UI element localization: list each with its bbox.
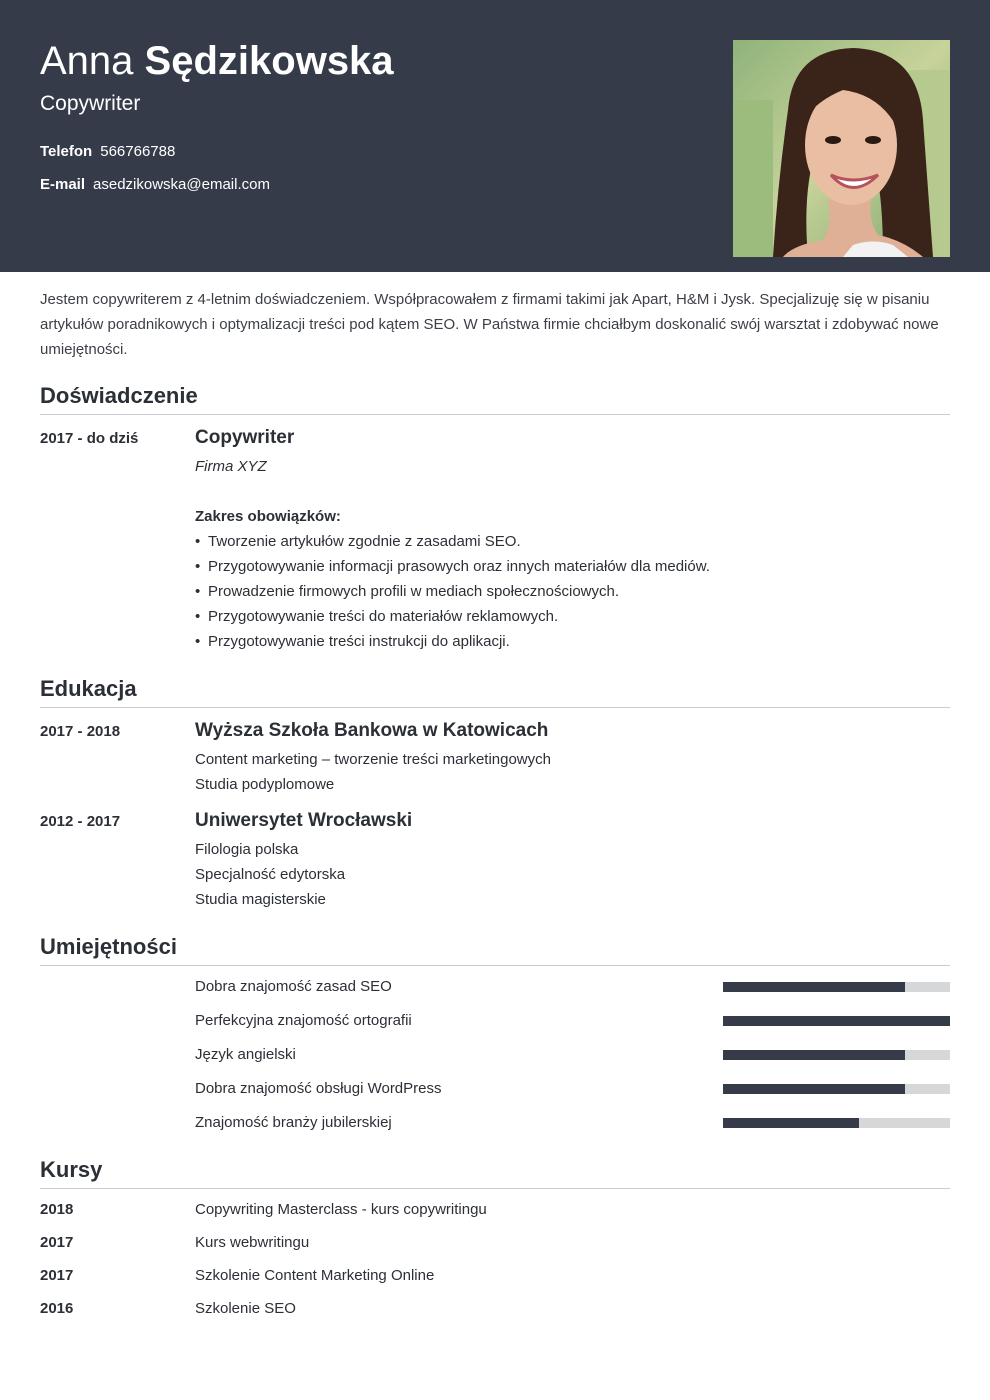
education-line: Studia podyplomowe xyxy=(195,776,335,793)
skill-level-bar xyxy=(723,1084,950,1094)
section-title-skills: Umiejętności xyxy=(40,933,950,966)
duties-label: Zakres obowiązków: xyxy=(195,508,341,525)
job-title: Copywriter xyxy=(40,92,141,115)
course-name: Szkolenie Content Marketing Online xyxy=(195,1267,435,1284)
skill-level-fill xyxy=(723,982,905,992)
phone-label: Telefon xyxy=(40,143,93,160)
experience-company: Firma XYZ xyxy=(195,458,267,475)
course-year: 2018 xyxy=(40,1201,74,1218)
experience-entry xyxy=(195,426,950,654)
skill-name: Dobra znajomość zasad SEO xyxy=(195,978,392,995)
phone-row xyxy=(40,142,175,162)
skill-level-bar xyxy=(723,1050,950,1060)
section-title-experience: Doświadczenie xyxy=(40,382,950,415)
duty-item: • Przygotowywanie informacji prasowych oraz innych materiałów dla mediów. xyxy=(195,554,950,579)
education-line: Studia magisterskie xyxy=(195,891,326,908)
section-title-courses: Kursy xyxy=(40,1156,950,1189)
profile-photo xyxy=(733,40,950,257)
skill-level-bar xyxy=(723,1118,950,1128)
education-school: Uniwersytet Wrocławski xyxy=(195,810,413,831)
skill-level-fill xyxy=(723,1050,905,1060)
skill-level-fill xyxy=(723,1118,859,1128)
skill-name: Dobra znajomość obsługi WordPress xyxy=(195,1080,442,1097)
course-year: 2016 xyxy=(40,1300,74,1317)
course-year: 2017 xyxy=(40,1234,74,1251)
duty-item: • Przygotowywanie treści instrukcji do aplikacji. xyxy=(195,629,950,654)
education-school: Wyższa Szkoła Bankowa w Katowicach xyxy=(195,720,549,741)
experience-dates: 2017 - do dziś xyxy=(40,430,139,447)
education-entry xyxy=(195,719,950,797)
education-entry xyxy=(195,809,950,912)
education-dates: 2017 - 2018 xyxy=(40,723,121,740)
last-name: Sędzikowska xyxy=(144,39,394,83)
skill-level-bar xyxy=(723,982,950,992)
email-value[interactable]: asedzikowska@email.com xyxy=(93,176,270,193)
profile-summary: Jestem copywriterem z 4-letnim doświadczeniem. Współpracowałem z firmami takimi jak Apart, H&M i Jysk. Specjalizuję się w pisaniu artykułów poradnikowych i optymalizacji treści pod kątem SEO. W Państwa firmie chciałbym doskonalić swój warsztat i zdobywać nowe umiejętności. xyxy=(40,291,939,358)
duty-item: • Przygotowywanie treści do materiałów reklamowych. xyxy=(195,604,950,629)
skill-level-fill xyxy=(723,1016,950,1026)
course-name: Kurs webwritingu xyxy=(195,1234,310,1251)
education-dates: 2012 - 2017 xyxy=(40,813,121,830)
duty-item: • Prowadzenie firmowych profili w mediach społecznościowych. xyxy=(195,579,950,604)
course-name: Szkolenie SEO xyxy=(195,1300,296,1317)
skill-level-fill xyxy=(723,1084,905,1094)
skill-name: Perfekcyjna znajomość ortografii xyxy=(195,1012,412,1029)
skill-level-bar xyxy=(723,1016,950,1026)
education-line: Content marketing – tworzenie treści marketingowych xyxy=(195,751,551,768)
resume-header xyxy=(0,0,990,272)
section-title-education: Edukacja xyxy=(40,675,950,708)
email-label: E-mail xyxy=(40,176,86,193)
course-name: Copywriting Masterclass - kurs copywritingu xyxy=(195,1201,487,1218)
email-row xyxy=(40,175,270,195)
course-year: 2017 xyxy=(40,1267,74,1284)
skill-name: Język angielski xyxy=(195,1046,296,1063)
candidate-name xyxy=(40,38,394,84)
first-name: Anna xyxy=(40,39,134,83)
experience-position: Copywriter xyxy=(195,427,295,448)
skill-name: Znajomość branży jubilerskiej xyxy=(195,1114,392,1131)
duty-item: • Tworzenie artykułów zgodnie z zasadami SEO. xyxy=(195,529,950,554)
education-line: Specjalność edytorska xyxy=(195,866,346,883)
education-line: Filologia polska xyxy=(195,841,299,858)
phone-value: 566766788 xyxy=(100,143,176,160)
